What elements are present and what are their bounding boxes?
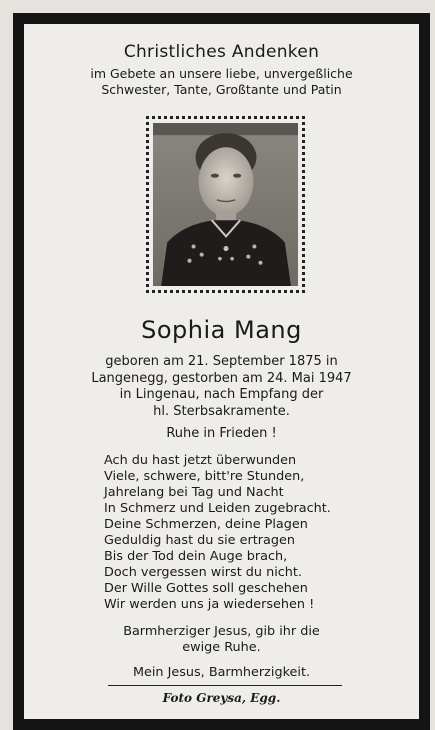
card-title: Christliches Andenken	[123, 42, 320, 62]
memorial-card	[13, 13, 430, 730]
memorial-poem	[104, 453, 331, 613]
closing-invocation: Mein Jesus, Barmherzigkeit.	[132, 665, 311, 680]
poem-line: Jahrelang bei Tag und Nacht	[104, 485, 284, 500]
prayer	[24, 624, 419, 656]
card-dedication	[24, 66, 419, 98]
life-dates	[24, 354, 419, 420]
photo-credit: Foto Greysa, Egg.	[162, 691, 281, 705]
portrait-frame	[146, 116, 305, 293]
portrait-photo	[153, 123, 298, 286]
bio-line: Langenegg, gestorben am 24. Mai 1947	[91, 370, 352, 386]
poem-line: Deine Schmerzen, deine Plagen	[104, 517, 308, 532]
poem-line: In Schmerz und Leiden zugebracht.	[104, 501, 331, 516]
bio-line: in Lingenau, nach Empfang der	[119, 387, 324, 402]
deceased-name: Sophia Mang	[141, 316, 302, 344]
rest-in-peace: Ruhe in Frieden !	[166, 426, 277, 441]
poem-line: Viele, schwere, bitt're Stunden,	[104, 469, 305, 484]
dedication-line: Schwester, Tante, Großtante und Patin	[101, 82, 342, 97]
poem-line: Der Wille Gottes soll geschehen	[104, 581, 308, 596]
poem-line: Bis der Tod dein Auge brach,	[104, 549, 288, 564]
poem-line: Wir werden uns ja wiedersehen !	[104, 597, 315, 612]
prayer-line: ewige Ruhe.	[182, 640, 261, 655]
poem-line: Ach du hast jetzt überwunden	[104, 453, 297, 468]
bio-line: hl. Sterbsakramente.	[153, 403, 290, 419]
poem-line: Geduldig hast du sie ertragen	[104, 533, 295, 548]
prayer-line: Barmherziger Jesus, gib ihr die	[123, 624, 320, 639]
divider	[108, 685, 342, 686]
poem-line: Doch vergessen wirst du nicht.	[104, 565, 302, 580]
dedication-line: im Gebete an unsere liebe, unvergeßliche	[90, 66, 353, 81]
bio-line: geboren am 21. September 1875 in	[105, 354, 338, 369]
